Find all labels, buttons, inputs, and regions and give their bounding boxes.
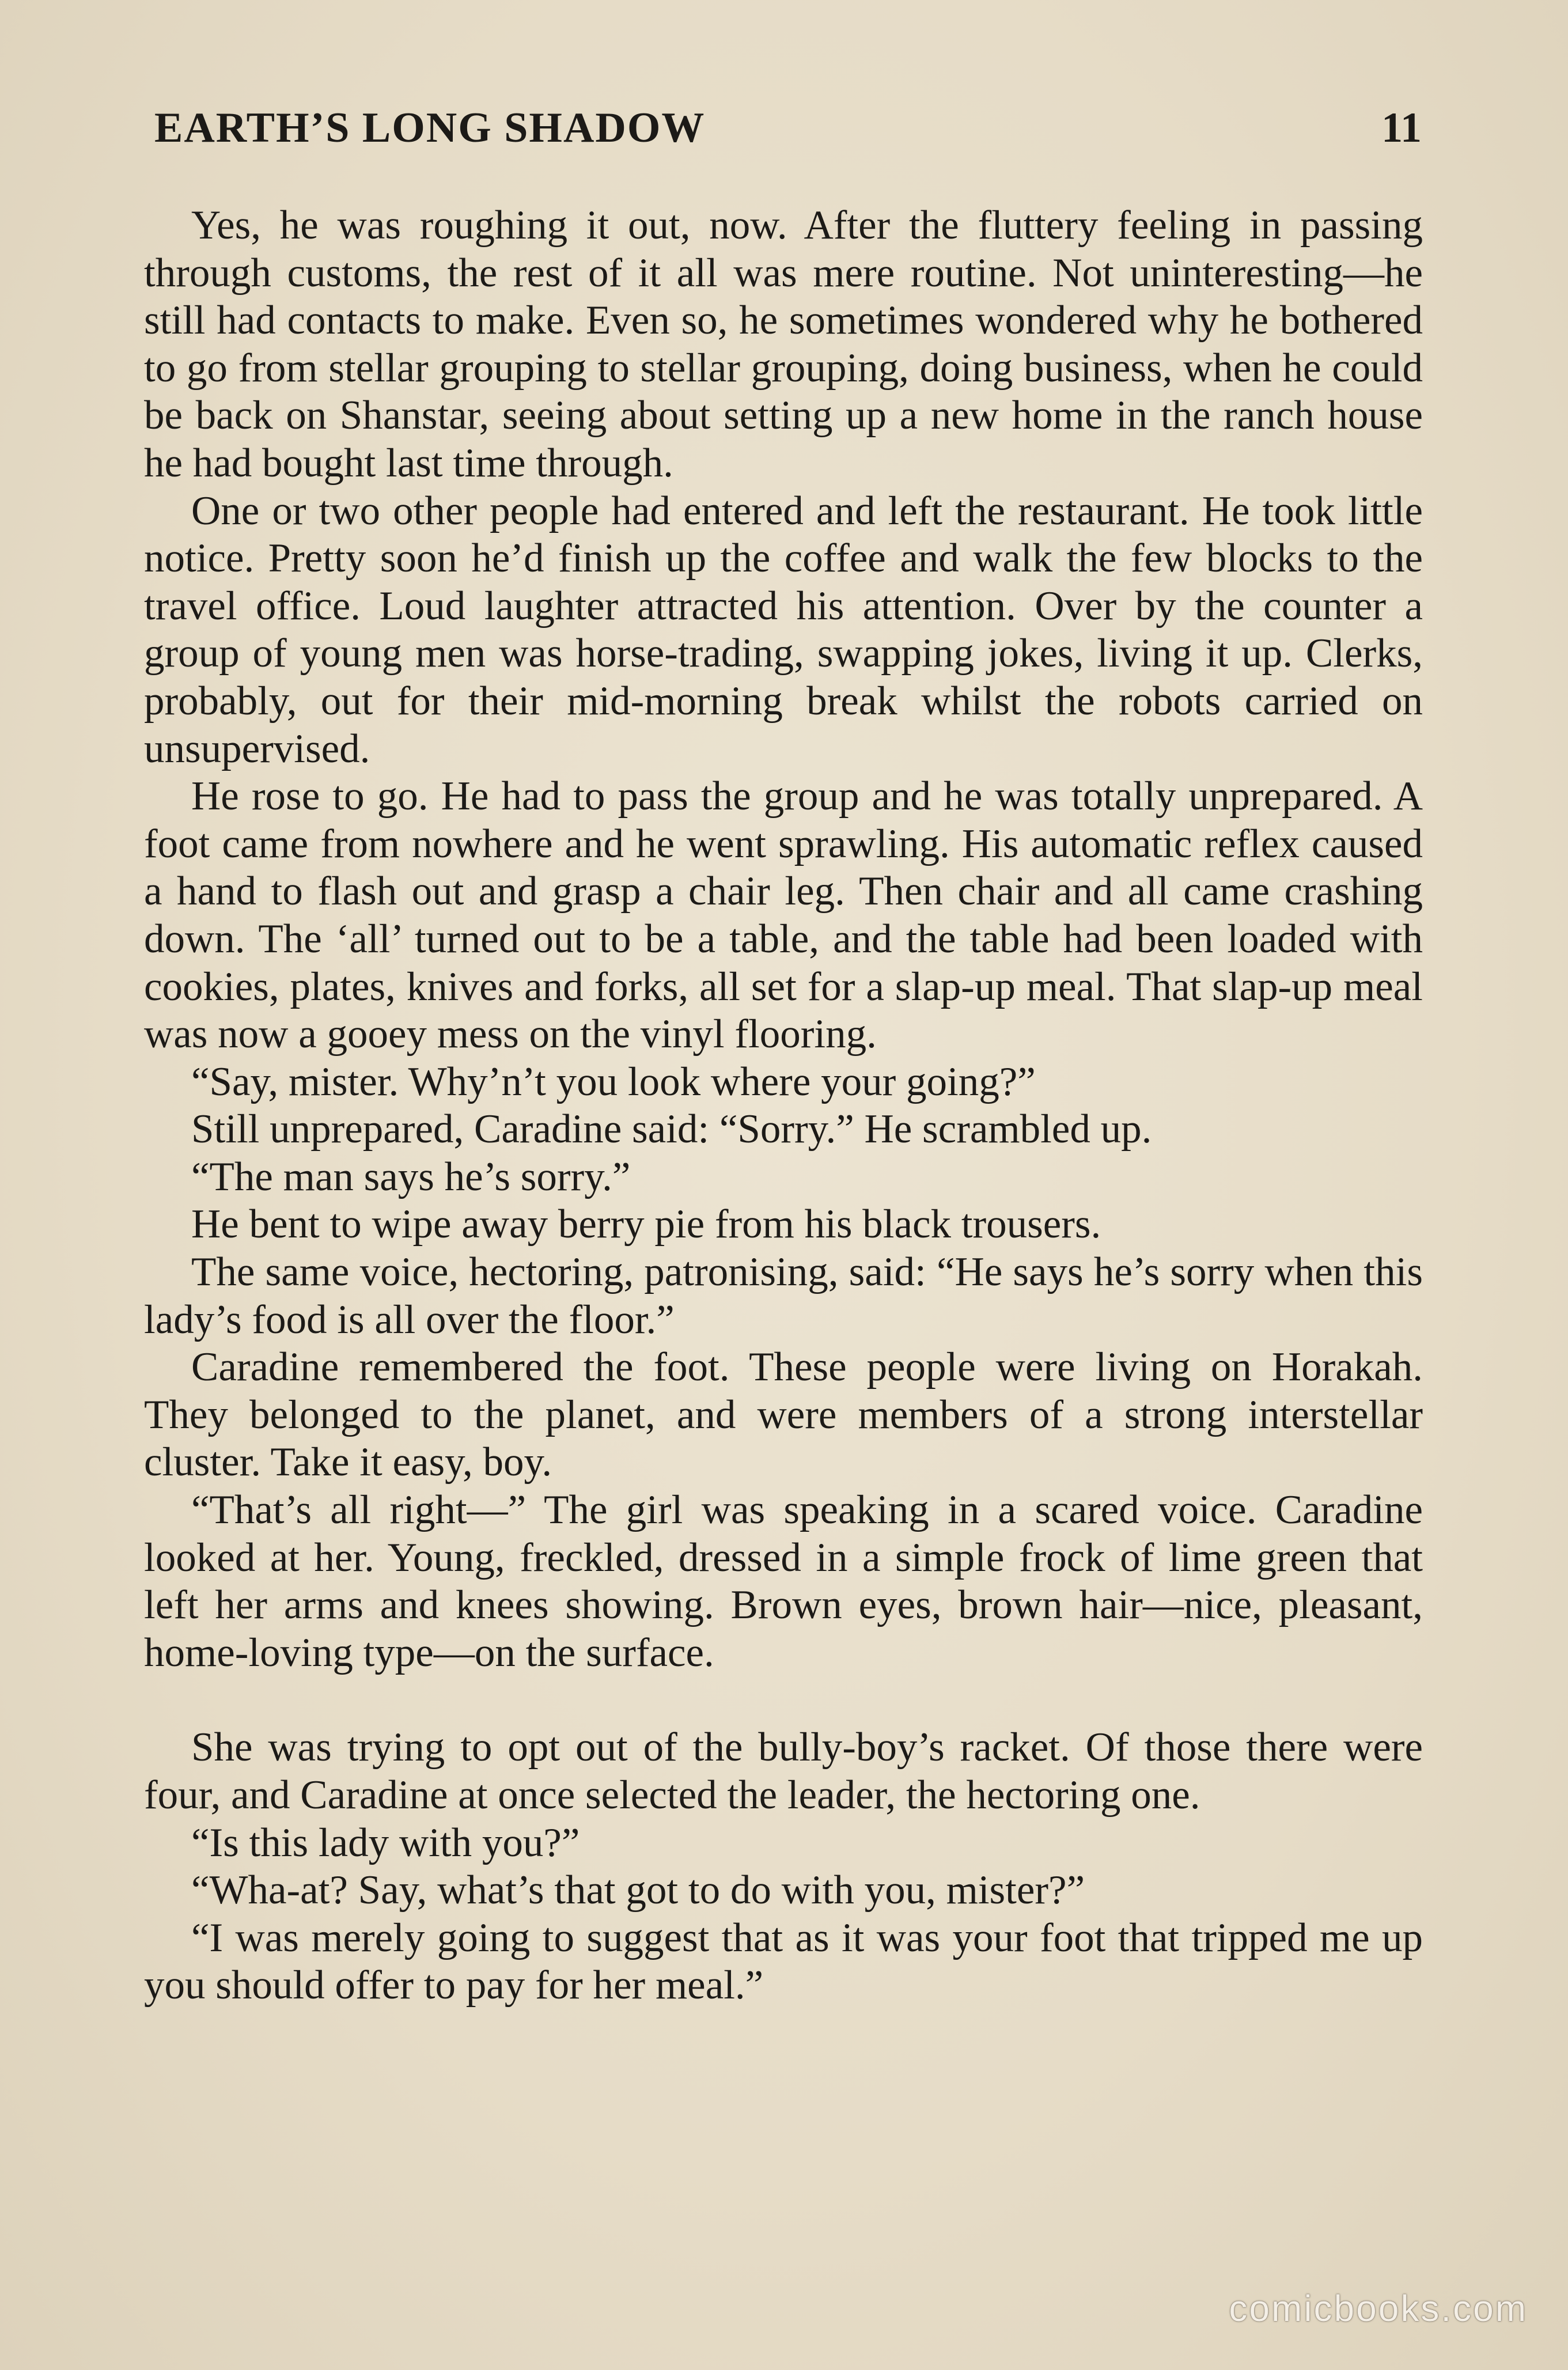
page-header <box>154 104 1422 167</box>
body-text <box>144 202 1423 2304</box>
paragraph: The same voice, hectoring, patronising, said: “He says he’s sorry when this lady’s food is all over the floor.” <box>144 1250 1423 1342</box>
paragraph: He rose to go. He had to pass the group and he was totally unprepared. A foot came from nowhere and he went sprawling. His automatic reflex caused a hand to flash out and grasp a chair leg. Then chair and all came crashing down. The ‘all’ turned out to be a table, and the table had been loaded with cookies, plates, knives and forks, all set for a slap-up meal. That slap-up meal was now a gooey mess on the vinyl flooring. <box>144 774 1423 1057</box>
paragraph: “Wha-at? Say, what’s that got to do with you, mister?” <box>191 1868 1085 1913</box>
paragraph: Caradine remembered the foot. These people were living on Horakah. They belonged to the planet, and were members of a strong interstellar cluster. Take it easy, boy. <box>144 1345 1423 1485</box>
paragraph: He bent to wipe away berry pie from his black trousers. <box>191 1202 1101 1247</box>
paragraph: “Is this lady with you?” <box>191 1820 580 1865</box>
watermark: comicbooks.com <box>1229 2288 1528 2329</box>
running-title: EARTH’S LONG SHADOW <box>154 104 706 152</box>
paragraph: One or two other people had entered and left the restaurant. He took little notice. Pretty soon he’d finish up the coffee and walk the few blocks to the travel office. Loud laughter attracted his attention. Over by the counter a group of young men was horse-trading, swapping jokes, living it up. Clerks, probably, out for their mid-morning break whilst the robots carried on unsupervised. <box>144 488 1423 771</box>
paragraph: “Say, mister. Why’n’t you look where your going?” <box>191 1059 1036 1104</box>
paragraph: She was trying to opt out of the bully-boy’s racket. Of those there were four, and Caradine at once selected the leader, the hectoring one. <box>144 1725 1423 1818</box>
paragraph: “The man says he’s sorry.” <box>191 1154 631 1199</box>
paragraph: Yes, he was roughing it out, now. After the fluttery feeling in passing through customs, the rest of it all was mere routine. Not uninteresting—he still had contacts to make. Even so, he sometimes wondered why he bothered to go from stellar grouping to stellar grouping, doing business, when he could be back on Shanstar, seeing about setting up a new home in the ranch house he had bought last time through. <box>144 203 1423 486</box>
paragraph: “That’s all right—” The girl was speaking in a scared voice. Caradine looked at her. Young, freckled, dressed in a simple frock of lime green that left her arms and knees showing. Brown eyes, brown hair—nice, pleasant, home-loving type—on the surface. <box>144 1487 1423 1675</box>
paragraph: “I was merely going to suggest that as it was your foot that tripped me up you should offer to pay for her meal.” <box>144 1915 1423 2008</box>
page-number: 11 <box>1381 104 1422 152</box>
paragraph: Still unprepared, Caradine said: “Sorry.” He scrambled up. <box>191 1107 1152 1152</box>
